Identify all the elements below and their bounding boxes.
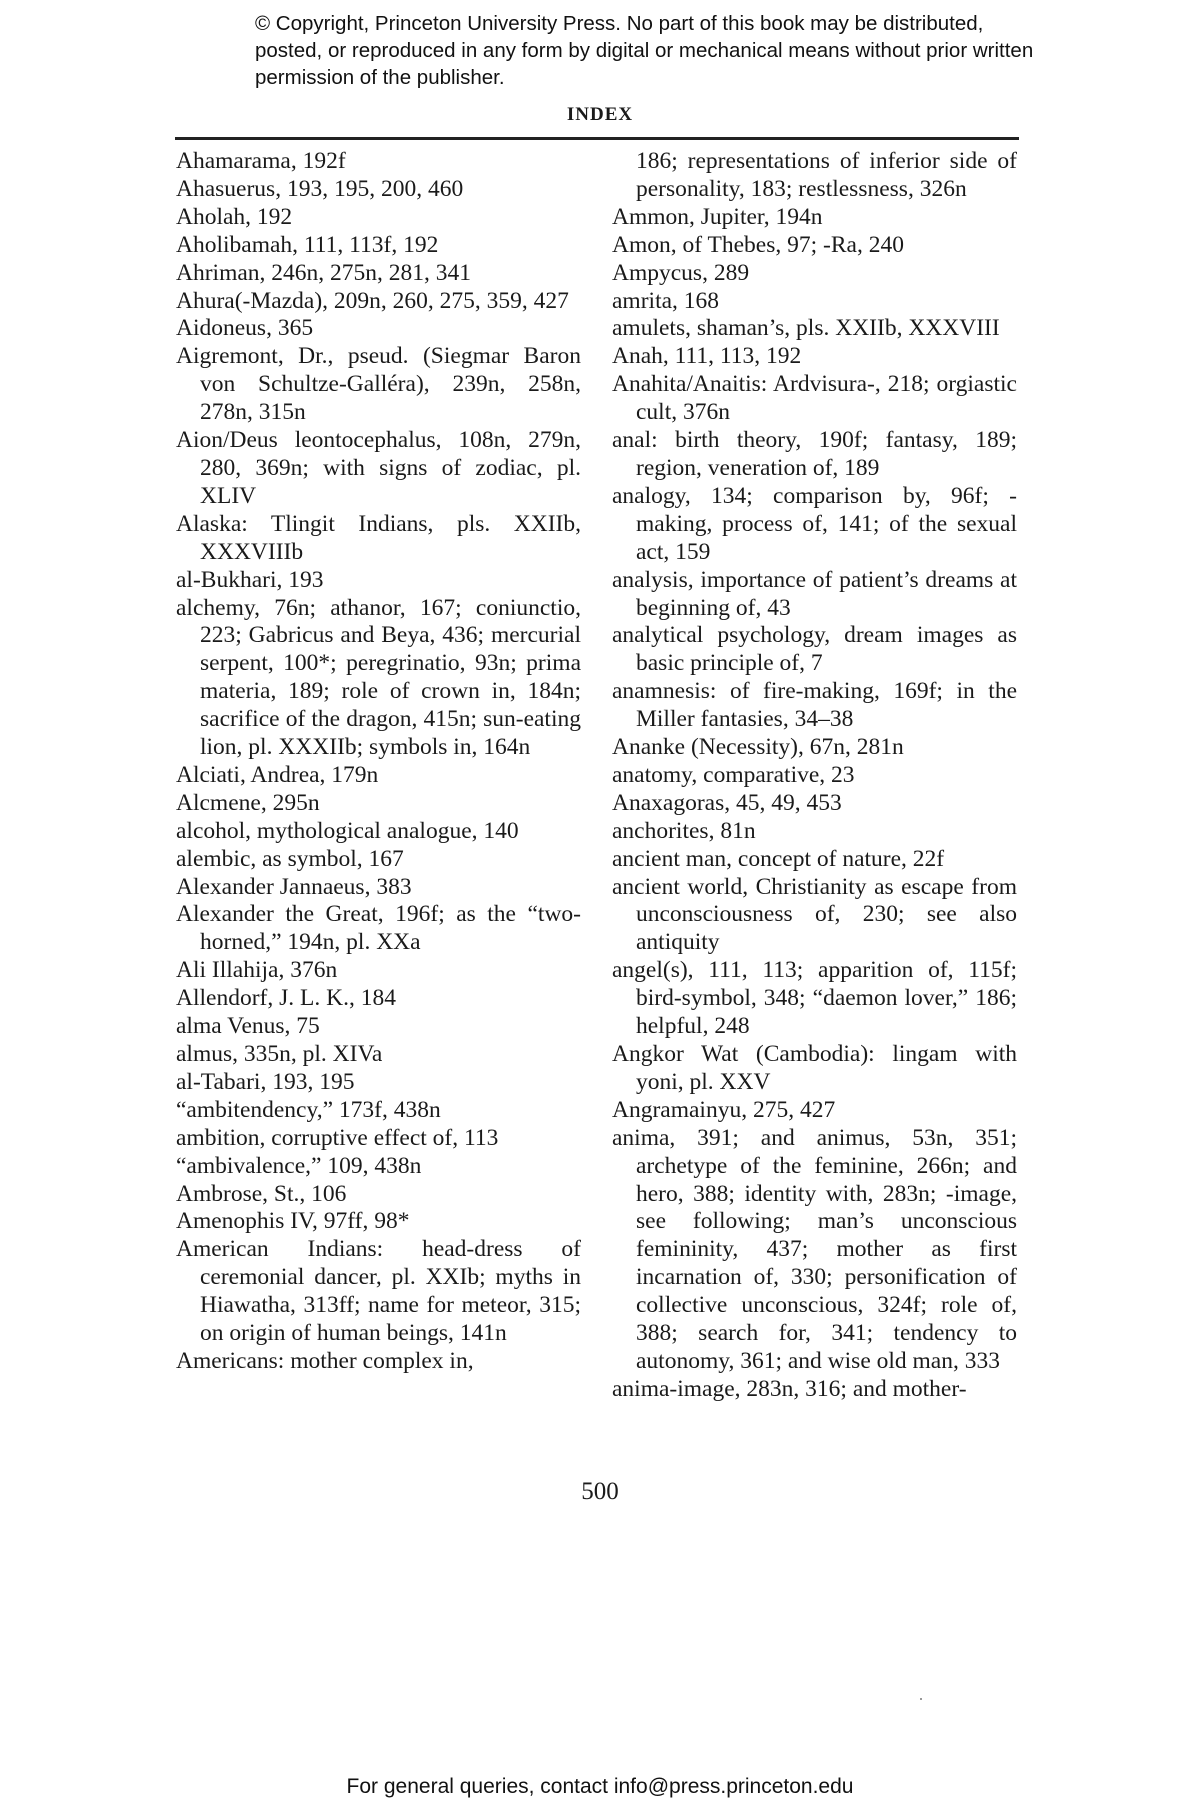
index-entry: anima, 391; and animus, 53n, 351; archetype of the feminine, 266n; and hero, 388; identity with, 283n; -image, see following; man’s unconscious femininity, 437; mother as first incarnation of, 330; personification of collective unconscious, 324f; role of, 388; search for, 341; tendency to autonomy, 361; and wise old man, 333 <box>612 1124 1017 1374</box>
index-entry: Alaska: Tlingit Indians, pls. XXIIb, XXXVIIIb <box>176 510 581 565</box>
copyright-notice: © Copyright, Princeton University Press. No part of this book may be distributed, posted, or reproduced in any form by digital or mechanical means without prior written permission of the publisher. <box>255 12 1034 89</box>
index-entry: alma Venus, 75 <box>176 1013 320 1040</box>
index-entry: Ali Illahija, 376n <box>176 957 338 984</box>
index-entry: almus, 335n, pl. XIVa <box>176 1041 383 1067</box>
index-entry: Aigremont, Dr., pseud. (Siegmar Baron von Schultze-Galléra), 239n, 258n, 278n, 315n <box>176 343 581 426</box>
index-entry: anal: birth theory, 190f; fantasy, 189; region, veneration of, 189 <box>612 427 1017 481</box>
index-entry: Anaxagoras, 45, 49, 453 <box>612 789 842 816</box>
index-entry: alembic, as symbol, 167 <box>176 845 404 872</box>
index-entry: Aholibamah, 111, 113f, 192 <box>176 231 439 258</box>
index-entry: amulets, shaman’s, pls. XXIIb, XXXVIII <box>612 315 1000 342</box>
index-entry: Aidoneus, 365 <box>176 315 314 342</box>
index-entry: alcohol, mythological analogue, 140 <box>176 817 519 844</box>
index-entry: Aion/Deus leontocephalus, 108n, 279n, 280, 369n; with signs of zodiac, pl. XLIV <box>176 427 581 509</box>
index-entry: Ambrose, St., 106 <box>176 1180 347 1207</box>
index-entry: anima-image, 283n, 316; and mother- <box>612 1375 967 1402</box>
index-entry: Amenophis IV, 97ff, 98* <box>176 1208 410 1235</box>
index-entry: anamnesis: of fire-making, 169f; in the Miller fantasies, 34–38 <box>612 678 1017 733</box>
page-number: 500 <box>581 1478 619 1505</box>
index-entry: angel(s), 111, 113; apparition of, 115f; bird-symbol, 348; “daemon lover,” 186; helpful, 248 <box>612 957 1017 1040</box>
index-entry: ancient man, concept of nature, 22f <box>612 845 945 872</box>
index-column-left <box>176 148 581 1376</box>
index-entry: Ahamarama, 192f <box>176 148 346 174</box>
index-entry: ancient world, Christianity as escape from unconsciousness of, 230; see also antiquity <box>612 873 1017 956</box>
index-entry: Americans: mother complex in, <box>176 1347 474 1374</box>
index-entry: Ampycus, 289 <box>612 259 750 286</box>
index-entry: Anah, 111, 113, 192 <box>612 343 802 370</box>
index-entry: al-Tabari, 193, 195 <box>176 1068 355 1095</box>
index-entry: analogy, 134; comparison by, 96f; -making, process of, 141; of the sexual act, 159 <box>612 482 1017 565</box>
index-entry: al-Bukhari, 193 <box>176 566 324 593</box>
index-column-right <box>612 148 1017 1404</box>
index-entry: Amon, of Thebes, 97; -Ra, 240 <box>612 231 904 258</box>
index-entry: American Indians: head-dress of ceremonial dancer, pl. XXIb; myths in Hiawatha, 313ff; name for meteor, 315; on origin of human beings, 141n <box>176 1236 581 1347</box>
index-entry: “ambitendency,” 173f, 438n <box>176 1096 441 1123</box>
index-entry: Ahasuerus, 193, 195, 200, 460 <box>176 175 464 202</box>
index-entry: Angramainyu, 275, 427 <box>612 1096 836 1123</box>
footer-contact: For general queries, contact info@press.princeton.edu <box>346 1775 854 1798</box>
index-entry: anchorites, 81n <box>612 817 756 844</box>
scan-speck <box>920 1698 922 1700</box>
index-entry: 186; representations of inferior side of personality, 183; restlessness, 326n <box>636 148 1017 202</box>
index-entry: Alexander Jannaeus, 383 <box>176 873 412 900</box>
index-entry: Ananke (Necessity), 67n, 281n <box>612 734 904 761</box>
header-rule <box>175 137 1019 140</box>
index-entry: Alexander the Great, 196f; as the “two-horned,” 194n, pl. XXa <box>176 901 581 956</box>
index-entry: analytical psychology, dream images as basic principle of, 7 <box>612 622 1017 677</box>
index-entry: anatomy, comparative, 23 <box>612 761 855 788</box>
index-entry: Ahura(-Mazda), 209n, 260, 275, 359, 427 <box>176 287 569 314</box>
index-entry: Ammon, Jupiter, 194n <box>612 203 823 230</box>
index-entry: alchemy, 76n; athanor, 167; coniunctio, 223; Gabricus and Beya, 436; mercurial serpent, 100*; peregrinatio, 93n; prima materia, 189; role of crown in, 184n; sacrifice of the dragon, 415n; sun-eating lion, pl. XXXIIb; symbols in, 164n <box>176 594 581 761</box>
index-entry: Alcmene, 295n <box>176 789 320 816</box>
index-entry: Anahita/Anaitis: Ardvisura-, 218; orgiastic cult, 376n <box>612 371 1017 426</box>
index-entry: Allendorf, J. L. K., 184 <box>176 985 396 1012</box>
index-entry: Ahriman, 246n, 275n, 281, 341 <box>176 259 472 286</box>
index-entry: Alciati, Andrea, 179n <box>176 761 379 788</box>
index-entry: amrita, 168 <box>612 287 720 314</box>
index-entry: Aholah, 192 <box>176 203 293 230</box>
index-entry: analysis, importance of patient’s dreams at beginning of, 43 <box>612 566 1017 621</box>
index-entry: Angkor Wat (Cambodia): lingam with yoni, pl. XXV <box>612 1041 1017 1095</box>
page-title: INDEX <box>566 104 634 125</box>
index-entry: “ambivalence,” 109, 438n <box>176 1152 422 1179</box>
index-entry: ambition, corruptive effect of, 113 <box>176 1124 499 1151</box>
